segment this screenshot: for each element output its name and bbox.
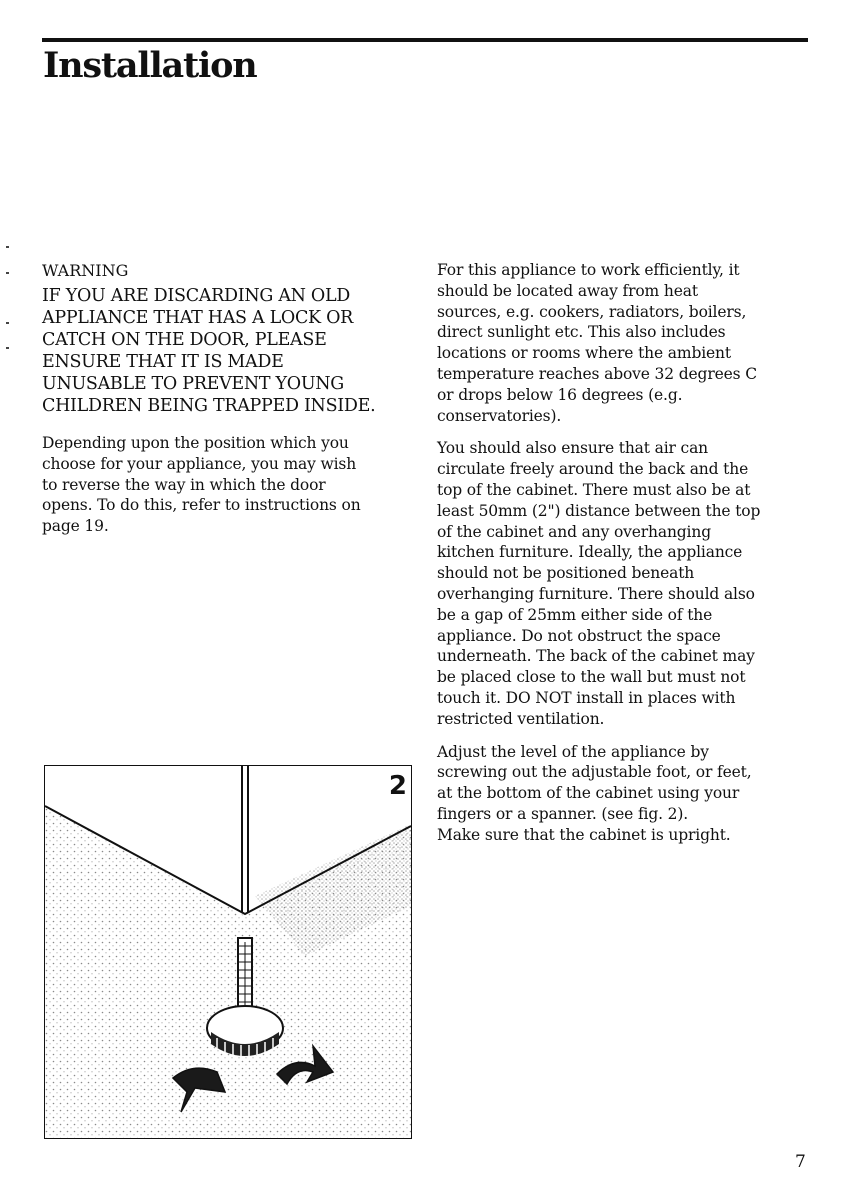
right-column: [437, 260, 812, 858]
text-line: be placed close to the wall but must not: [437, 668, 746, 687]
text-line: top of the cabinet. There must also be at: [437, 480, 751, 499]
door-reversal-paragraph: [42, 433, 417, 537]
text-line: appliance. Do not obstruct the space: [437, 626, 721, 645]
text-line: fingers or a spanner. (see fig. 2).: [437, 804, 689, 823]
page-number: 7: [795, 1152, 806, 1172]
text-line: be a gap of 25mm either side of the: [437, 605, 713, 624]
page-title: Installation: [43, 45, 257, 86]
text-line: circulate freely around the back and the: [437, 460, 749, 479]
margin-mark: [6, 322, 9, 324]
text-line: or drops below 16 degrees (e.g.: [437, 385, 683, 404]
text-line: should not be positioned beneath: [437, 564, 695, 583]
header-rule: [42, 38, 808, 42]
warning-block: [42, 260, 417, 417]
figure-adjustable-foot: [44, 765, 412, 1139]
text-line: conservatories).: [437, 406, 562, 425]
text-line: least 50mm (2") distance between the top: [437, 501, 761, 520]
margin-mark: [6, 246, 9, 248]
warning-line: APPLIANCE THAT HAS A LOCK OR: [42, 308, 354, 328]
text-line: screwing out the adjustable foot, or feet,: [437, 763, 752, 782]
text-line: sources, e.g. cookers, radiators, boilers,: [437, 302, 747, 321]
text-line: locations or rooms where the ambient: [437, 344, 731, 363]
warning-text: [42, 285, 417, 417]
warning-line: UNUSABLE TO PREVENT YOUNG: [42, 374, 344, 394]
text-line: You should also ensure that air can: [437, 439, 708, 458]
text-line: Depending upon the position which you: [42, 434, 349, 452]
ventilation-paragraph: [437, 438, 812, 729]
warning-line: CATCH ON THE DOOR, PLEASE: [42, 330, 327, 350]
warning-line: IF YOU ARE DISCARDING AN OLD: [42, 286, 351, 306]
text-line: of the cabinet and any overhanging: [437, 522, 711, 541]
text-line: Adjust the level of the appliance by: [437, 742, 709, 761]
levelling-paragraph: [437, 742, 812, 846]
text-line: underneath. The back of the cabinet may: [437, 647, 755, 666]
figure-number: 2: [388, 771, 407, 801]
text-line: at the bottom of the cabinet using your: [437, 784, 740, 803]
text-line: For this appliance to work efficiently, it: [437, 261, 740, 279]
left-column: [42, 260, 417, 549]
text-line: temperature reaches above 32 degrees C: [437, 364, 757, 383]
foot-base-icon: [207, 1006, 283, 1056]
location-paragraph: [437, 260, 812, 426]
warning-line: CHILDREN BEING TRAPPED INSIDE.: [42, 396, 376, 416]
text-line: overhanging furniture. There should also: [437, 584, 755, 603]
warning-heading: WARNING: [42, 261, 129, 280]
text-line: to reverse the way in which the door: [42, 475, 326, 494]
margin-mark: [6, 272, 9, 274]
text-line: choose for your appliance, you may wish: [42, 454, 357, 473]
text-line: kitchen furniture. Ideally, the appliance: [437, 543, 743, 562]
margin-mark: [6, 347, 9, 349]
text-line: direct sunlight etc. This also includes: [437, 323, 726, 342]
text-line: touch it. DO NOT install in places with: [437, 688, 736, 707]
text-line: page 19.: [42, 517, 109, 536]
text-line: restricted ventilation.: [437, 709, 605, 728]
text-line: opens. To do this, refer to instructions on: [42, 496, 361, 515]
adjustable-foot-illustration: [45, 766, 411, 1138]
foot-screw-icon: [238, 938, 252, 1014]
text-line: Make sure that the cabinet is upright.: [437, 825, 731, 844]
text-line: should be located away from heat: [437, 281, 698, 300]
warning-line: ENSURE THAT IT IS MADE: [42, 352, 284, 372]
